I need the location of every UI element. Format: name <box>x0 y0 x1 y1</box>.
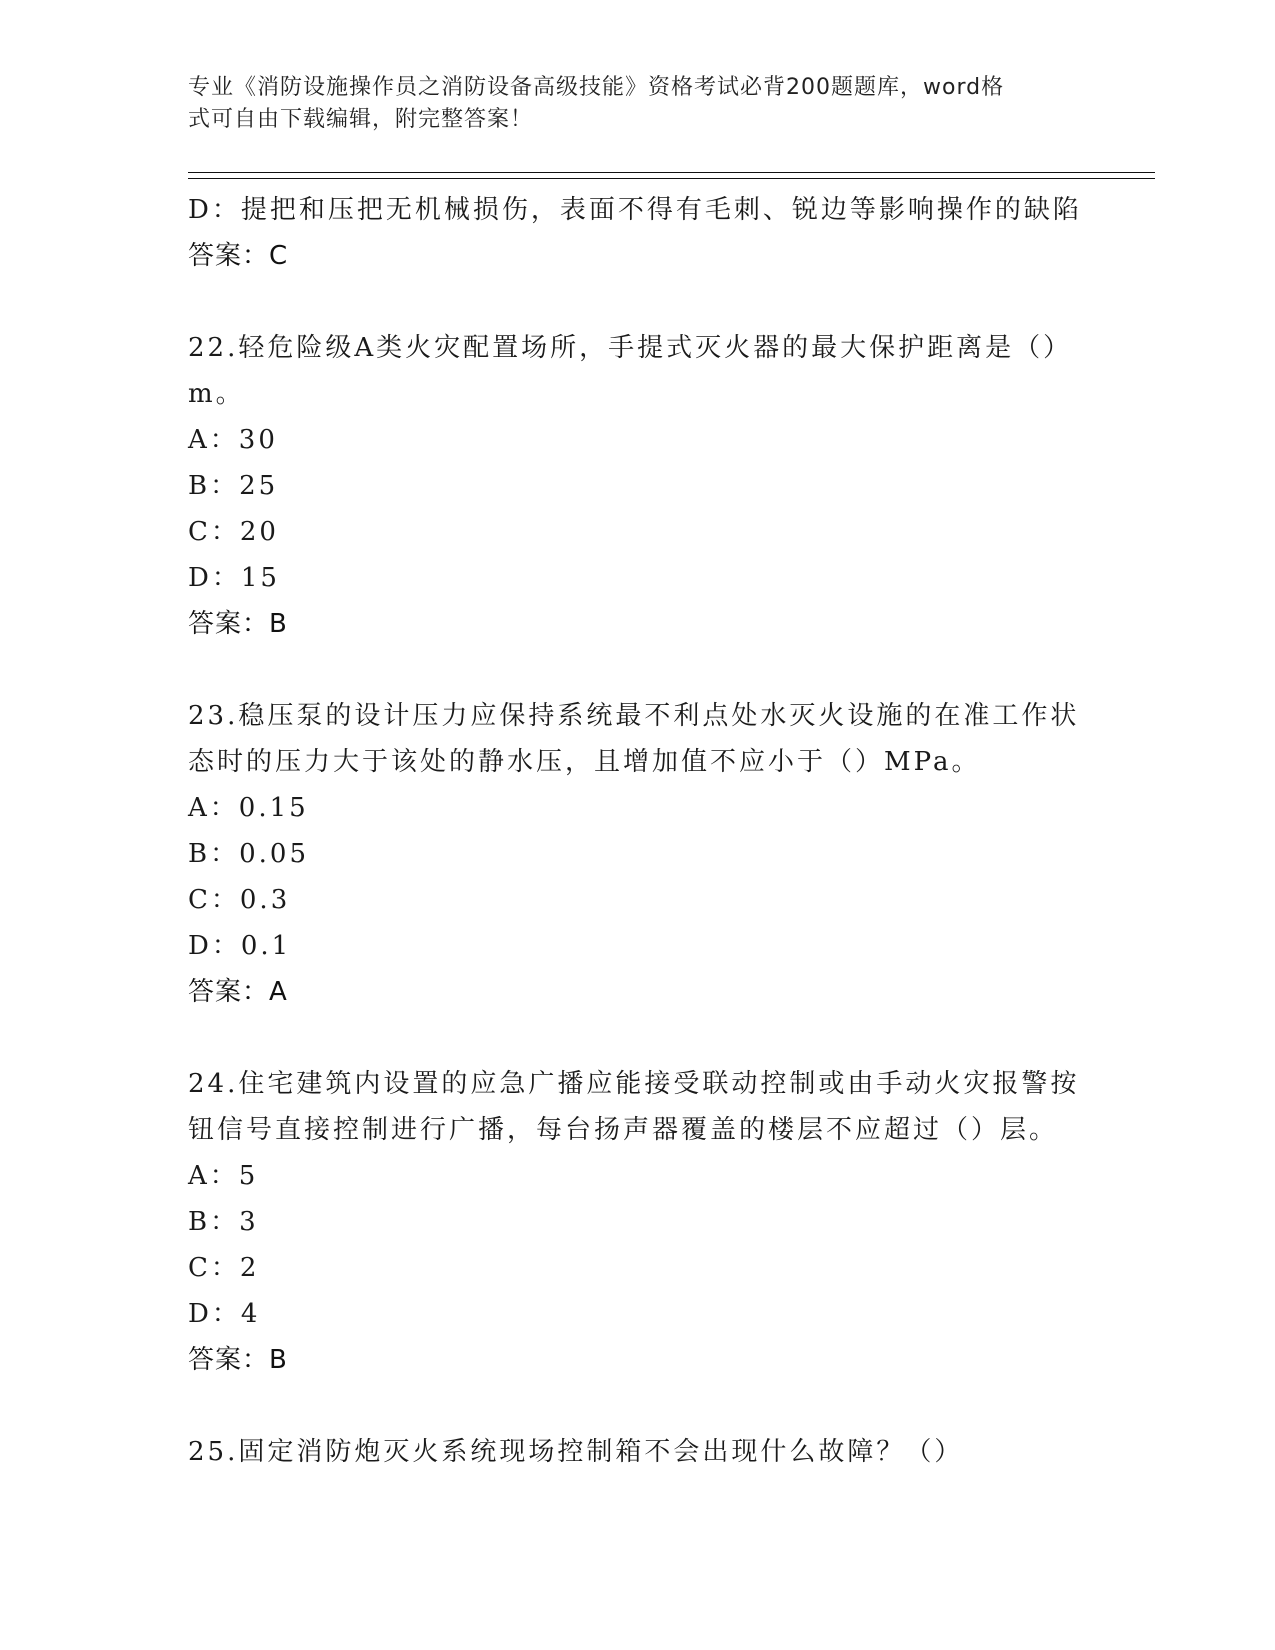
option-d-prev: D：提把和压把无机械损伤，表面不得有毛刺、锐边等影响操作的缺陷 <box>188 195 1082 225</box>
spacer <box>188 1383 1108 1429</box>
option-c: C：2 <box>188 1253 260 1283</box>
question-stem-line: m。 <box>188 379 245 409</box>
question-stem-line: 25.固定消防炮灭火系统现场控制箱不会出现什么故障？（） <box>188 1437 964 1467</box>
document-header <box>188 72 1088 136</box>
spacer <box>188 279 1108 325</box>
question-list <box>188 187 1108 1475</box>
option-a: A：30 <box>188 425 278 455</box>
header-line-2: 式可自由下载编辑，附完整答案！ <box>188 107 534 132</box>
header-divider-top <box>188 172 1155 173</box>
spacer <box>188 647 1108 693</box>
question-24 <box>188 1061 1108 1383</box>
question-stem-line: 24.住宅建筑内设置的应急广播应能接受联动控制或由手动火灾报警按 <box>188 1069 1080 1099</box>
answer: 答案：A <box>188 977 288 1007</box>
option-d: D：15 <box>188 563 280 593</box>
option-b: B：3 <box>188 1207 259 1237</box>
option-c: C：0.3 <box>188 885 291 915</box>
spacer <box>188 1015 1108 1061</box>
option-a: A：5 <box>188 1161 259 1191</box>
option-b: B：25 <box>188 471 279 501</box>
option-d: D：4 <box>188 1299 261 1329</box>
option-c: C：20 <box>188 517 279 547</box>
question-23 <box>188 693 1108 1015</box>
question-22 <box>188 325 1108 647</box>
answer: 答案：B <box>188 1345 288 1375</box>
question-25 <box>188 1429 1108 1475</box>
question-stem-line: 23.稳压泵的设计压力应保持系统最不利点处水灭火设施的在准工作状 <box>188 701 1080 731</box>
option-b: B：0.05 <box>188 839 309 869</box>
header-divider-bottom <box>188 178 1155 179</box>
question-stem-line: 钮信号直接控制进行广播，每台扬声器覆盖的楼层不应超过（）层。 <box>188 1115 1059 1145</box>
header-line-1: 专业《消防设施操作员之消防设备高级技能》资格考试必背200题题库，word格 <box>188 75 1005 100</box>
option-a: A：0.15 <box>188 793 309 823</box>
answer: 答案：B <box>188 609 288 639</box>
question-stem-line: 22.轻危险级A类火灾配置场所，手提式灭火器的最大保护距离是（） <box>188 333 1073 363</box>
option-d: D：0.1 <box>188 931 292 961</box>
answer-prev: 答案：C <box>188 241 289 271</box>
question-stem-line: 态时的压力大于该处的静水压，且增加值不应小于（）MPa。 <box>188 747 981 777</box>
